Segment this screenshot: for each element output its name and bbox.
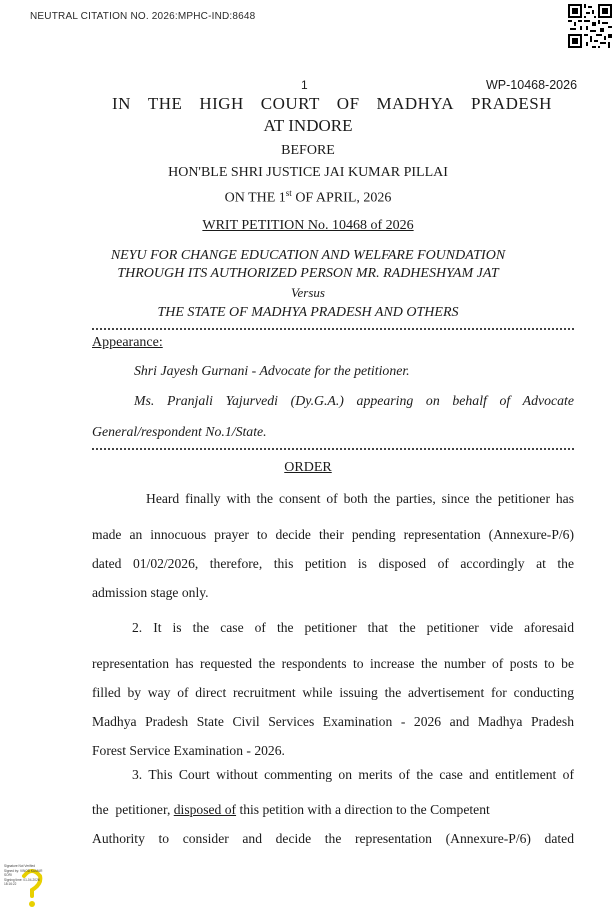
para3-text: this petition with a direction to the Competent [236,802,490,817]
court-word: COURT [260,94,320,113]
court-word: THE [147,94,183,113]
para3-line: 3. This Court without commenting on merits of the case and entitlement of [132,767,574,782]
para3-text: the petitioner, [92,802,174,817]
para2-line: Madhya Pradesh State Civil Services Examination - 2026 and Madhya Pradesh [92,714,574,729]
signature-text [4,864,42,887]
signature-line: SORI [4,873,12,878]
para2-line: filled by way of direct recruitment while issuing the advertisement for conducting [92,685,574,700]
para1-line: Heard finally with the consent of both the parties, since the petitioner has [146,491,574,506]
qr-code [568,4,612,48]
para3-line: Authority to consider and decide the representation (Annexure-P/6) dated [92,831,574,846]
counsel-state-line-1: Ms. Pranjali Yajurvedi (Dy.G.A.) appearing on behalf of Advocate [134,393,574,408]
digital-signature-stamp [4,860,62,914]
date-prefix: ON THE 1 [224,190,286,206]
case-reference: WP-10468-2026 [486,78,578,92]
court-word: HIGH [199,94,244,113]
para2-line: 2. It is the case of the petitioner that the petitioner vide aforesaid [132,620,574,635]
appearance-heading: Appearance: [92,335,163,350]
separator-line [92,328,574,330]
petitioner-line-2: THROUGH ITS AUTHORIZED PERSON MR. RADHESHYAM JAT [117,266,499,281]
para1-line: dated 01/02/2026, therefore, this petition is disposed of accordingly at the [92,556,574,571]
court-word: OF [336,94,360,113]
court-word: IN [112,94,131,113]
para1-line: admission stage only. [92,585,209,600]
page-number: 1 [301,78,308,92]
court-name-line [112,94,552,114]
before-label: BEFORE [281,143,335,158]
disposed-of-underlined: disposed of [173,802,237,817]
respondent-name: THE STATE OF MADHYA PRADESH AND OTHERS [157,305,459,320]
versus-label: Versus [291,285,325,300]
counsel-state-line-2: General/respondent No.1/State. [92,424,267,439]
para2-line: Forest Service Examination - 2026. [92,743,285,758]
signature-line: Signed by: VINOD KUMAR [4,868,43,873]
signature-line: Signature Not Verified [4,864,36,868]
date-suffix: OF APRIL, 2026 [291,190,392,206]
judge-name: HON'BLE SHRI JUSTICE JAI KUMAR PILLAI [168,165,448,180]
petitioner-line-1: NEYU FOR CHANGE EDUCATION AND WELFARE FOUNDATION [110,248,506,263]
petition-title: WRIT PETITION No. 10468 of 2026 [202,218,414,233]
order-heading: ORDER [284,460,332,475]
court-word: PRADESH [471,94,552,113]
para2-line: representation has requested the respondents to increase the number of posts to be [92,656,574,671]
court-word: MADHYA [376,94,455,113]
counsel-petitioner: Shri Jayesh Gurnani - Advocate for the petitioner. [134,363,410,378]
signature-line: Signing time: 01-04-2026 [4,877,40,882]
hearing-date [0,188,616,207]
date-superscript: st [285,188,292,198]
separator-line [92,448,574,450]
para1-line: made an innocuous prayer to decide their pending representation (Annexure-P/6) [92,527,574,542]
court-bench: AT INDORE [263,116,353,135]
para3-line [92,795,574,824]
neutral-citation: NEUTRAL CITATION NO. 2026:MPHC-IND:8648 [30,11,256,22]
signature-line: 18:16:22 [4,882,17,887]
